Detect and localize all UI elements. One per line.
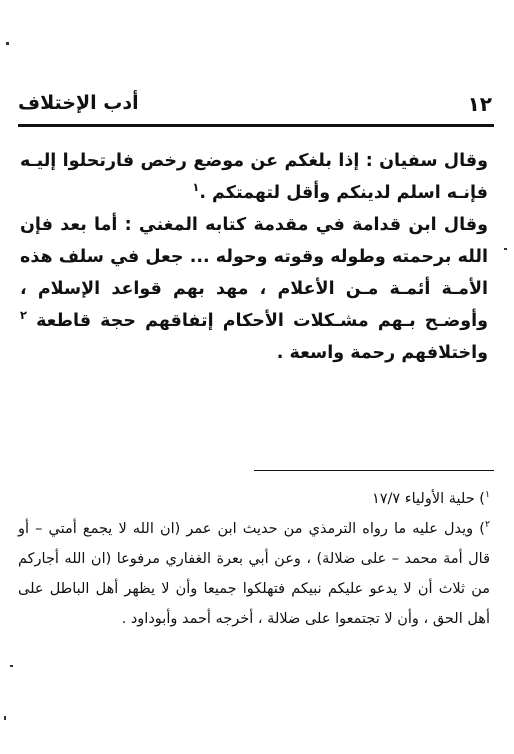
paragraph-text-end: واختلافهم رحمة واسعة . [276,343,488,363]
footnote-marker: ١ [484,489,490,501]
header-divider [18,124,494,127]
footnote-marker: ٢ [484,519,490,531]
paragraph-text: وقال سفيان : إذا بلغكم عن موضع رخص فارتحلوا إليـه فإنـه اسلم لدينكم وأقل لتهمتكم . [20,151,488,203]
scan-speck [10,665,13,667]
page-header [18,92,492,118]
main-text [20,145,488,369]
footnote-divider [254,470,494,471]
running-title: أدب الإختلاف [18,92,139,114]
page-number: ١٢ [467,92,492,116]
scan-speck [504,248,507,250]
paragraph-ibn-qudama [20,209,488,369]
footnote-text: ) حلية الأولياء ١٧/٧ [371,491,485,507]
footnotes [18,484,490,634]
paragraph-sufyan [20,145,488,209]
footnote-2 [18,514,490,634]
scan-speck [4,716,6,720]
scan-speck [6,42,9,45]
footnote-ref-2: ٢ [20,308,27,323]
footnote-ref-1: ١ [192,180,200,195]
footnote-text: ) ويدل عليه ما رواه الترمذي من حديث ابن عمر (ان الله لا يجمع أمتي – أو قال أمة محمد – على ضلالة) ، وعن أبي بعرة الغفاري مرفوعا (ان الله أجاركم من ثلاث أن لا يدعو عليكم نبيكم فتهلكوا جميعا وأن لا يظهر أهل الباطل على أهل الحق ، وأن لا تجتمعوا على ضلالة ، أخرجه أحمد وأبوداود . [18,521,490,627]
footnote-1 [18,484,490,514]
paragraph-text: وقال ابن قدامة في مقدمة كتابه المغني : أما بعد فإن الله برحمته وطوله وقوته وحوله ... جعل في سلف هذه الأمـة أئمـة مـن الأعلام ، مهد بهم قواعد الإسلام ، وأوضـح بـهم مشـكلات الأحكام إتفاقهم حجة قاطعة [20,215,489,331]
